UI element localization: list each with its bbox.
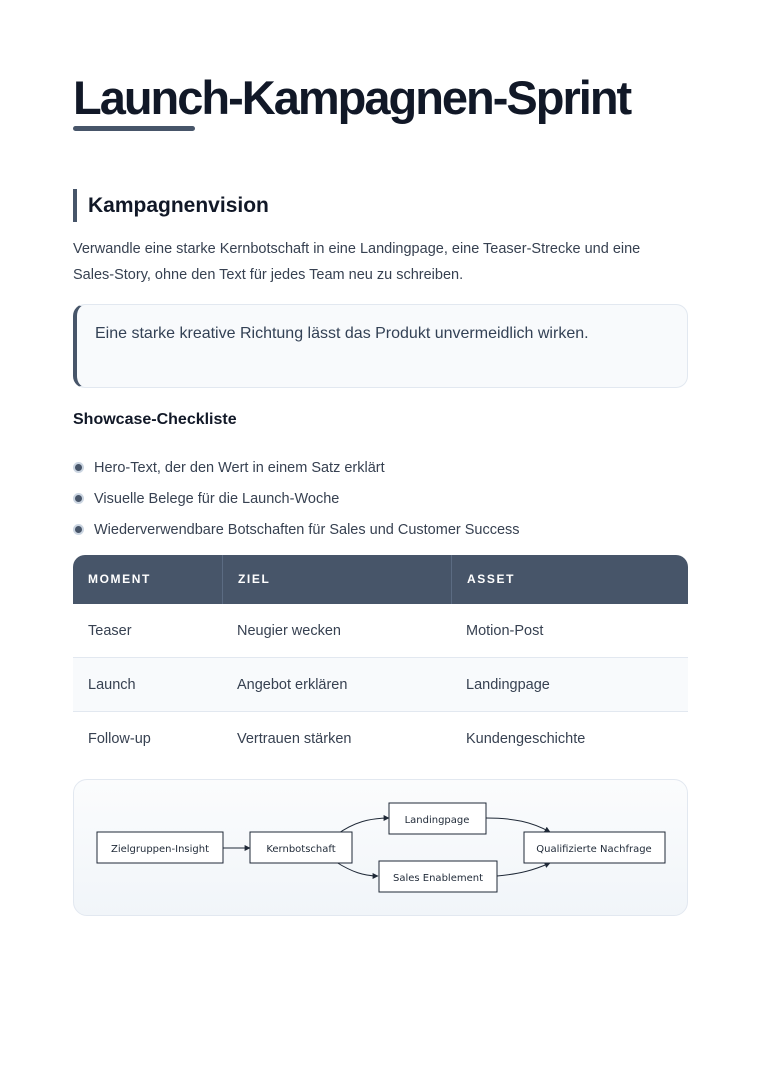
node-label: Qualifizierte Nachfrage bbox=[536, 844, 652, 855]
title-underline bbox=[73, 126, 195, 131]
column-header-ziel: ZIEL bbox=[222, 555, 451, 604]
table-cell: Neugier wecken bbox=[237, 622, 341, 639]
checklist-item-text: Visuelle Belege für die Launch-Woche bbox=[94, 490, 340, 507]
section-heading: Kampagnenvision bbox=[73, 189, 269, 222]
edge-landing-demand bbox=[486, 818, 550, 832]
quote-callout bbox=[73, 304, 688, 388]
bullet-icon bbox=[73, 524, 84, 535]
node-qualifizierte-nachfrage bbox=[524, 832, 665, 863]
bullet-icon bbox=[73, 493, 84, 504]
table-cell: Landingpage bbox=[466, 676, 550, 693]
table-row bbox=[73, 604, 688, 658]
table-cell: Kundengeschichte bbox=[466, 731, 586, 747]
table-cell: Follow-up bbox=[88, 731, 151, 747]
table-cell: Vertrauen stärken bbox=[237, 731, 352, 747]
checklist-heading: Showcase-Checkliste bbox=[73, 411, 237, 428]
checklist-item-text: Hero-Text, der den Wert in einem Satz erklärt bbox=[94, 459, 385, 476]
checklist-item-text: Wiederverwendbare Botschaften für Sales und Customer Success bbox=[94, 521, 520, 538]
table-cell: Angebot erklären bbox=[237, 676, 348, 693]
node-sales-enablement bbox=[379, 861, 497, 892]
node-landingpage bbox=[389, 803, 486, 834]
table-cell: Motion-Post bbox=[466, 622, 544, 639]
page-title: Launch-Kampagnen-Sprint bbox=[73, 71, 631, 124]
table-row bbox=[73, 712, 688, 766]
quote-text: Eine starke kreative Richtung lässt das Produkt unvermeidlich wirken. bbox=[95, 325, 589, 342]
column-header-asset: ASSET bbox=[451, 555, 688, 604]
edge-sales-demand bbox=[497, 863, 550, 876]
table-cell: Teaser bbox=[88, 622, 132, 639]
node-label: Landingpage bbox=[404, 815, 470, 826]
edge-core-sales bbox=[336, 862, 378, 876]
node-zielgruppen-insight bbox=[97, 832, 223, 863]
node-label: Sales Enablement bbox=[392, 873, 484, 884]
bullet-icon bbox=[73, 462, 84, 473]
table-row bbox=[73, 658, 688, 712]
node-kernbotschaft bbox=[250, 832, 352, 863]
node-label: Zielgruppen-Insight bbox=[110, 844, 210, 855]
table-header bbox=[73, 555, 688, 604]
checklist-item bbox=[73, 514, 520, 545]
flow-diagram bbox=[73, 779, 688, 916]
campaign-table bbox=[73, 555, 688, 766]
table-cell: Launch bbox=[88, 676, 136, 693]
column-header-moment: MOMENT bbox=[88, 572, 151, 586]
intro-paragraph: Verwandle eine starke Kernbotschaft in eine Landingpage, eine Teaser-Strecke und eine Sales-Story, ohne den Text für jedes Team neu zu schreiben. bbox=[73, 241, 641, 283]
flow-diagram-svg bbox=[74, 780, 689, 917]
node-label: Kernbotschaft bbox=[266, 844, 336, 855]
checklist-item bbox=[73, 452, 520, 483]
checklist-item bbox=[73, 483, 520, 514]
checklist bbox=[73, 452, 520, 545]
